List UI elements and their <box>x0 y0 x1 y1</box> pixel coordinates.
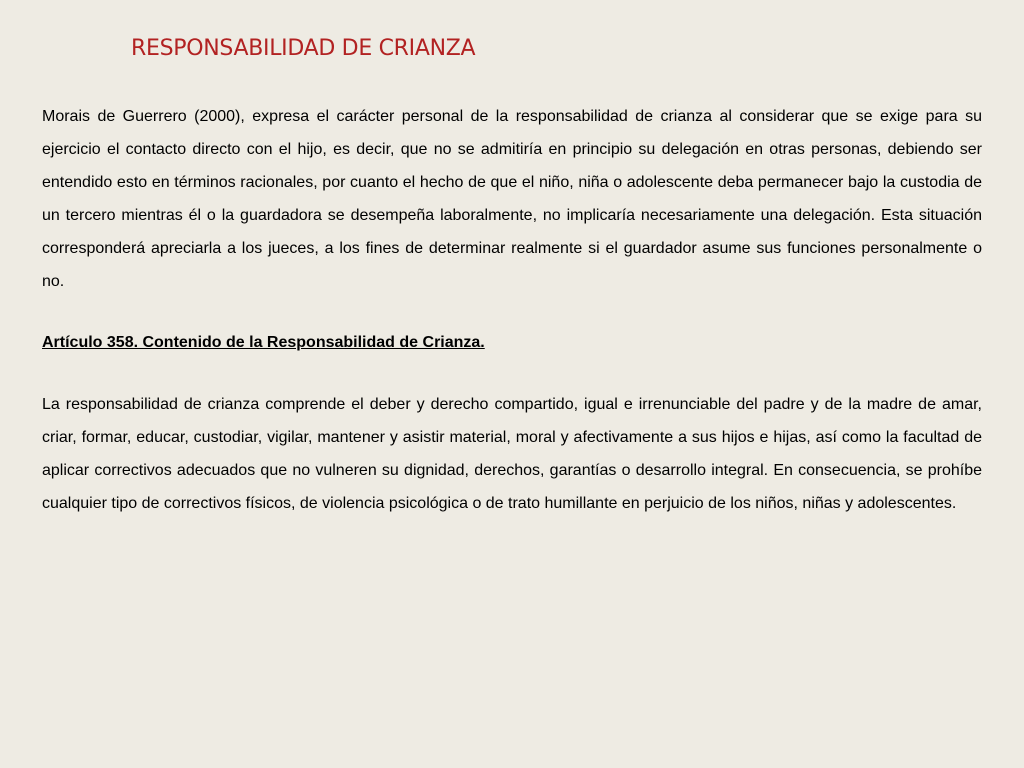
article-358-heading: Artículo 358. Contenido de la Responsabilidad de Crianza. <box>42 334 485 351</box>
slide-body <box>42 100 982 520</box>
slide-title: RESPONSABILIDAD DE CRIANZA <box>131 36 476 61</box>
paragraph-article-358: La responsabilidad de crianza comprende el deber y derecho compartido, igual e irrenunciable del padre y de la madre de amar, criar, formar, educar, custodiar, vigilar, mantener y asistir material, moral y afectivamente a sus hijos e hijas, así como la facultad de aplicar correctivos adecuados que no vulneren su dignidad, derechos, garantías o desarrollo integral. En consecuencia, se prohíbe cualquier tipo de correctivos físicos, de violencia psicológica o de trato humillante en perjuicio de los niños, niñas y adolescentes. <box>42 396 982 512</box>
paragraph-morais-de-guerrero: Morais de Guerrero (2000), expresa el carácter personal de la responsabilidad de crianza al considerar que se exige para su ejercicio el contacto directo con el hijo, es decir, que no se admitiría en principio su delegación en otras personas, debiendo ser entendido esto en términos racionales, por cuanto el hecho de que el niño, niña o adolescente deba permanecer bajo la custodia de un tercero mientras él o la guardadora se desempeña laboralmente, no implicaría necesariamente una delegación. Esta situación corresponderá apreciarla a los jueces, a los fines de determinar realmente si el guardador asume sus funciones personalmente o no. <box>42 108 982 290</box>
